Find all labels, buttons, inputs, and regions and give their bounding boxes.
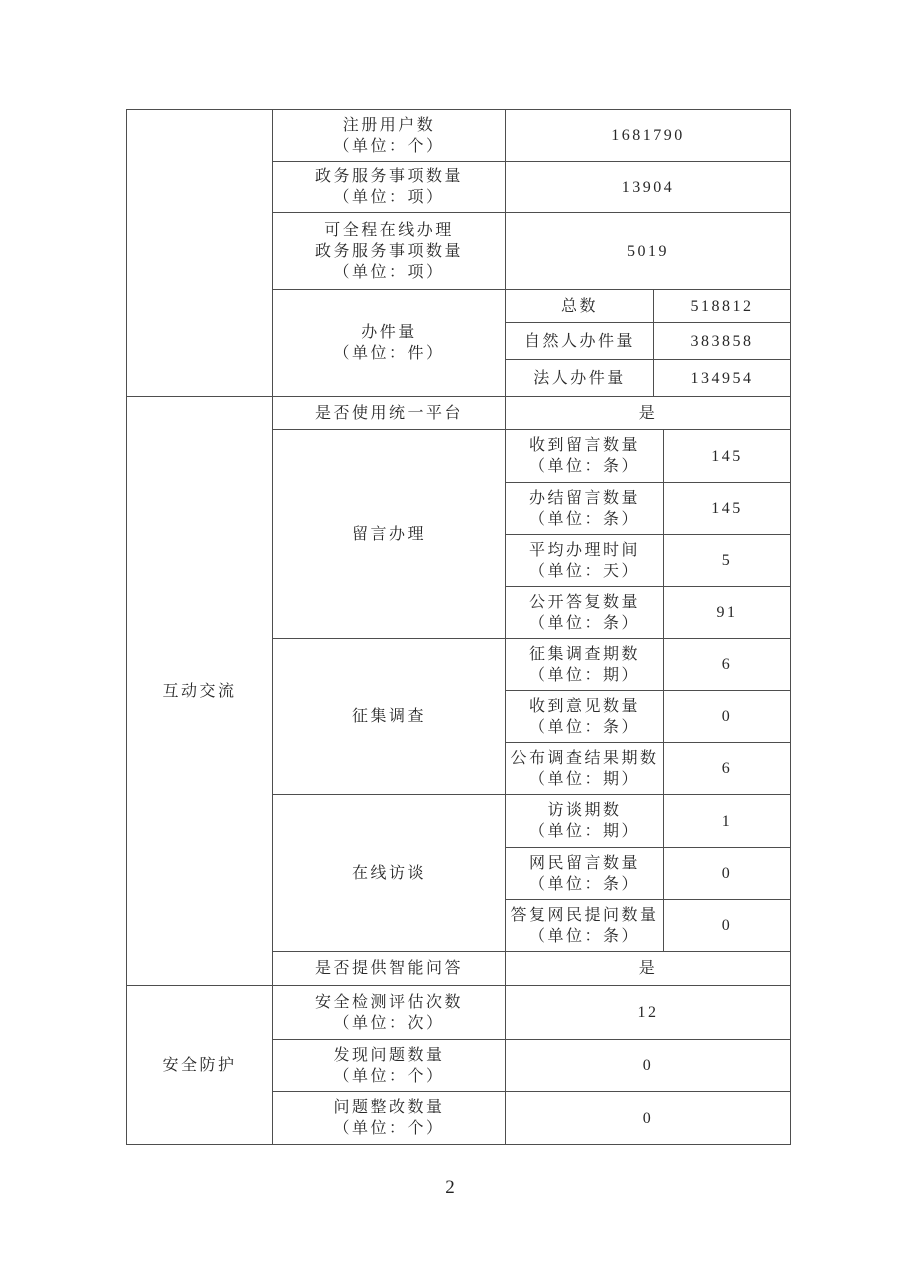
messages-received-value: 145 bbox=[664, 430, 791, 483]
smart-qa-value: 是 bbox=[506, 952, 791, 986]
online-items-unit: （单位：项） bbox=[333, 263, 445, 281]
problems-fixed-cell bbox=[273, 1092, 506, 1145]
category-label-interaction: 互动交流 bbox=[162, 682, 237, 700]
messages-completed-value: 145 bbox=[664, 483, 791, 535]
interview-periods-unit: （单位：期） bbox=[528, 823, 640, 840]
problems-found-cell bbox=[273, 1040, 506, 1092]
category-cell-security bbox=[127, 986, 273, 1145]
cases-individual-value: 383858 bbox=[654, 323, 791, 360]
public-replies-cell bbox=[506, 587, 664, 639]
problems-found-unit: （单位：个） bbox=[333, 1067, 445, 1085]
interview-periods-value: 1 bbox=[664, 795, 791, 848]
survey-group-cell bbox=[273, 639, 506, 795]
problems-fixed-value: 0 bbox=[506, 1092, 791, 1145]
netizen-messages-label: 网民留言数量 bbox=[528, 854, 640, 872]
public-replies-value: 91 bbox=[664, 587, 791, 639]
cases-group-label: 办件量 bbox=[361, 324, 417, 341]
avg-handling-time-label: 平均办理时间 bbox=[528, 541, 640, 559]
message-handling-group-label: 留言办理 bbox=[351, 525, 426, 543]
messages-received-label: 收到留言数量 bbox=[528, 437, 640, 454]
problems-found-label: 发现问题数量 bbox=[333, 1046, 445, 1064]
service-items-label: 政务服务事项数量 bbox=[314, 168, 463, 185]
table-row bbox=[127, 110, 791, 162]
service-items-value: 13904 bbox=[506, 162, 791, 213]
registered-users-cell bbox=[273, 110, 506, 162]
cases-legal-label: 法人办件量 bbox=[506, 360, 654, 397]
online-items-label-line2: 政务服务事项数量 bbox=[314, 242, 463, 260]
table-row bbox=[127, 397, 791, 430]
online-items-cell bbox=[273, 213, 506, 290]
problems-found-value: 0 bbox=[506, 1040, 791, 1092]
avg-handling-time-cell bbox=[506, 535, 664, 587]
survey-periods-cell bbox=[506, 639, 664, 691]
messages-received-cell bbox=[506, 430, 664, 483]
opinions-received-label: 收到意见数量 bbox=[528, 697, 640, 715]
results-published-unit: （单位：期） bbox=[528, 770, 640, 788]
avg-handling-time-unit: （单位：天） bbox=[528, 562, 640, 580]
netizen-replies-label: 答复网民提问数量 bbox=[510, 906, 659, 924]
cases-total-value: 518812 bbox=[654, 290, 791, 323]
netizen-replies-cell bbox=[506, 900, 664, 952]
unified-platform-value: 是 bbox=[506, 397, 791, 430]
interview-periods-cell bbox=[506, 795, 664, 848]
service-items-unit: （单位：项） bbox=[333, 189, 445, 206]
results-published-value: 6 bbox=[664, 743, 791, 795]
security-assessments-unit: （单位：次） bbox=[333, 1014, 445, 1032]
messages-received-unit: （单位：条） bbox=[528, 458, 640, 475]
netizen-replies-unit: （单位：条） bbox=[528, 927, 640, 945]
public-replies-unit: （单位：条） bbox=[528, 614, 640, 632]
registered-users-label: 注册用户数 bbox=[342, 116, 436, 134]
smart-qa-label: 是否提供智能问答 bbox=[273, 952, 506, 986]
survey-periods-label: 征集调查期数 bbox=[528, 645, 640, 663]
interview-group-label: 在线访谈 bbox=[351, 864, 426, 882]
category-label-security: 安全防护 bbox=[162, 1056, 237, 1074]
service-items-cell bbox=[273, 162, 506, 213]
netizen-messages-value: 0 bbox=[664, 848, 791, 900]
opinions-received-cell bbox=[506, 691, 664, 743]
messages-completed-unit: （单位：条） bbox=[528, 510, 640, 528]
survey-periods-unit: （单位：期） bbox=[528, 666, 640, 684]
category-cell-service bbox=[127, 110, 273, 397]
registered-users-unit: （单位：个） bbox=[333, 137, 445, 155]
interview-periods-label: 访谈期数 bbox=[547, 802, 622, 819]
avg-handling-time-value: 5 bbox=[664, 535, 791, 587]
problems-fixed-unit: （单位：个） bbox=[333, 1120, 445, 1137]
opinions-received-value: 0 bbox=[664, 691, 791, 743]
unified-platform-label: 是否使用统一平台 bbox=[273, 397, 506, 430]
interview-group-cell bbox=[273, 795, 506, 952]
cases-group-cell bbox=[273, 290, 506, 397]
security-assessments-cell bbox=[273, 986, 506, 1040]
security-assessments-value: 12 bbox=[506, 986, 791, 1040]
security-assessments-label: 安全检测评估次数 bbox=[314, 993, 463, 1011]
registered-users-value: 1681790 bbox=[506, 110, 791, 162]
category-cell-interaction bbox=[127, 397, 273, 986]
message-handling-group-cell bbox=[273, 430, 506, 639]
messages-completed-label: 办结留言数量 bbox=[528, 489, 640, 507]
online-items-label-line1: 可全程在线办理 bbox=[324, 221, 454, 239]
results-published-cell bbox=[506, 743, 664, 795]
netizen-messages-unit: （单位：条） bbox=[528, 875, 640, 893]
online-items-value: 5019 bbox=[506, 213, 791, 290]
page-number: 2 bbox=[445, 1177, 455, 1198]
netizen-replies-value: 0 bbox=[664, 900, 791, 952]
cases-legal-value: 134954 bbox=[654, 360, 791, 397]
cases-group-unit: （单位：件） bbox=[333, 345, 445, 362]
cases-individual-label: 自然人办件量 bbox=[506, 323, 654, 360]
messages-completed-cell bbox=[506, 483, 664, 535]
report-table bbox=[126, 109, 791, 1145]
table-row bbox=[127, 986, 791, 1040]
results-published-label: 公布调查结果期数 bbox=[510, 749, 659, 767]
opinions-received-unit: （单位：条） bbox=[528, 718, 640, 736]
cases-total-label: 总数 bbox=[506, 290, 654, 323]
survey-periods-value: 6 bbox=[664, 639, 791, 691]
netizen-messages-cell bbox=[506, 848, 664, 900]
survey-group-label: 征集调查 bbox=[351, 708, 426, 725]
problems-fixed-label: 问题整改数量 bbox=[333, 1099, 445, 1116]
public-replies-label: 公开答复数量 bbox=[528, 593, 640, 611]
